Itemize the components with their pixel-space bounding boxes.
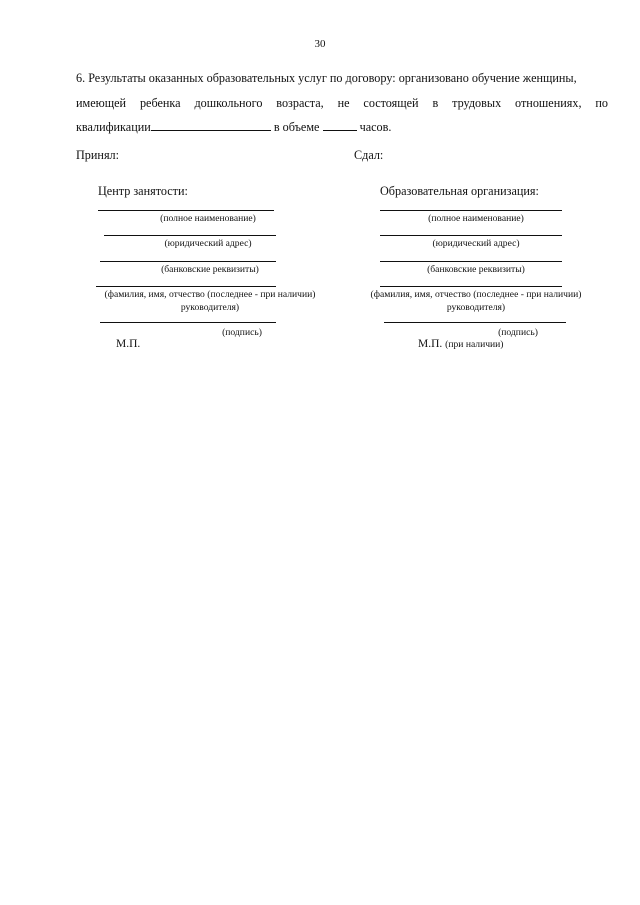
handed-over-heading: Сдал:: [354, 148, 384, 162]
right-stamp: [418, 338, 504, 350]
right-sign-caption: (подпись): [498, 327, 538, 338]
right-sign-line[interactable]: [384, 322, 566, 323]
paragraph-line-2: имеющей ребенка дошкольного возраста, не состоящей в трудовых отношениях, по: [76, 95, 608, 110]
right-bank-line[interactable]: [380, 261, 562, 262]
educational-org-title: Образовательная организация:: [380, 184, 539, 198]
right-stamp-note: (при наличии): [445, 339, 504, 350]
left-address-line[interactable]: [104, 235, 276, 236]
right-address-caption: (юридический адрес): [432, 238, 520, 249]
hours-label: часов.: [356, 120, 392, 134]
left-bank-caption: (банковские реквизиты): [161, 264, 259, 275]
right-address-line[interactable]: [380, 235, 562, 236]
hours-blank[interactable]: [323, 119, 357, 131]
left-name-line[interactable]: [98, 210, 274, 211]
left-fio-line[interactable]: [96, 286, 276, 287]
left-name-caption: (полное наименование): [160, 213, 256, 224]
left-sign-caption: (подпись): [222, 327, 262, 338]
left-sign-line[interactable]: [100, 322, 276, 323]
results-paragraph: [76, 66, 608, 140]
volume-label: в объеме: [270, 120, 323, 134]
left-address-caption: (юридический адрес): [164, 238, 252, 249]
page-number: 30: [314, 38, 326, 50]
employment-center-title: Центр занятости:: [98, 184, 188, 198]
left-fio-caption-2: руководителя): [180, 302, 240, 313]
right-name-caption: (полное наименование): [428, 213, 524, 224]
paragraph-line-1: 6. Результаты оказанных образовательных услуг по договору: организовано обучение женщины,: [76, 71, 577, 85]
right-fio-caption-1: (фамилия, имя, отчество (последнее - при наличии): [370, 289, 582, 300]
right-fio-line[interactable]: [380, 286, 562, 287]
left-stamp: М.П.: [116, 338, 141, 350]
left-fio-caption: [88, 288, 332, 314]
qualification-blank[interactable]: [151, 119, 271, 131]
left-fio-caption-1: (фамилия, имя, отчество (последнее - при наличии): [104, 289, 316, 300]
right-fio-caption: [354, 288, 598, 314]
accepted-heading: Принял:: [76, 148, 120, 162]
qualification-label: квалификации: [76, 120, 151, 134]
paragraph-line-3: [76, 115, 608, 140]
left-bank-line[interactable]: [100, 261, 276, 262]
right-stamp-label: М.П.: [418, 338, 443, 350]
right-fio-caption-2: руководителя): [446, 302, 506, 313]
right-bank-caption: (банковские реквизиты): [427, 264, 525, 275]
right-name-line[interactable]: [380, 210, 562, 211]
